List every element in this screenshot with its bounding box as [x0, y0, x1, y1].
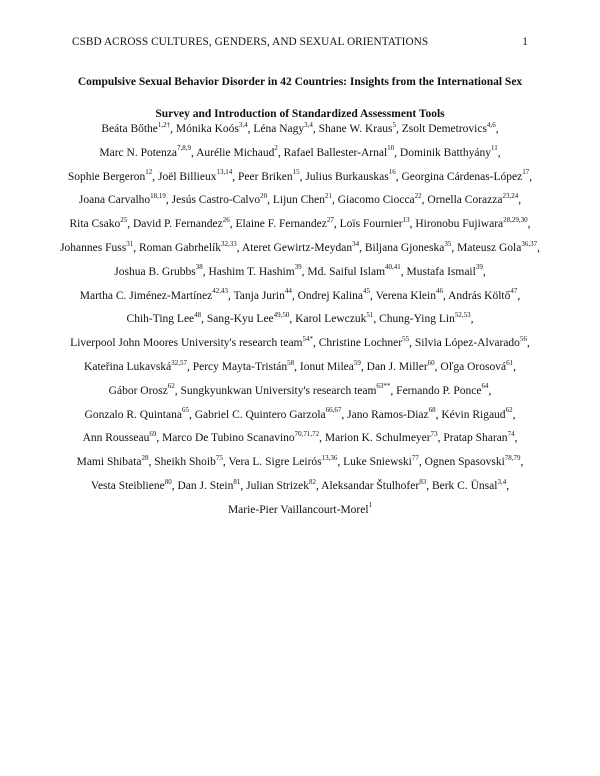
page-number: 1 [522, 36, 528, 48]
author-name: Léna Nagy [253, 123, 305, 135]
author-entry: András Költő$^{47}$, [448, 287, 521, 302]
author-name: Verena Klein [375, 289, 436, 302]
author-entry: Shane W. Kraus$^5$, [318, 120, 399, 135]
author-affiliation: 32,33 [221, 239, 237, 248]
author-affiliation: 7,8,9 [177, 144, 191, 153]
author-entry: Luke Sniewski$^{77}$, [343, 453, 422, 469]
author-entry: Mateusz Gola$^{36,37}$, [457, 239, 540, 254]
author-entry: Beáta Bőthe$^{1,2\dagger}$, [101, 120, 174, 135]
author-entry: Marion K. Schulmeyer$^{73}$, [324, 430, 441, 445]
author-entry: Hironobu Fujiwara$^{28,29,30}$, [415, 215, 531, 231]
author-affiliation: 3,4 [497, 477, 507, 486]
author-affiliation: 21 [324, 192, 332, 201]
author-entry: Julian Strizek$^{82}$, [246, 477, 319, 492]
author-name: Marc N. Potenza [99, 146, 177, 159]
author-affiliation: 28 [141, 453, 149, 462]
author-name: Ondrej Kalina [297, 289, 364, 302]
author-name: Gabriel C. Quintero Garzola [194, 408, 326, 421]
author-affiliation: 66,67 [325, 406, 342, 415]
author-affiliation: 74 [507, 430, 515, 439]
author-entry: Silvia López-Alvarado$^{56}$, [414, 334, 530, 350]
author-entry: Rafael Ballester-Arnal$^{10}$, [283, 144, 398, 159]
author-affiliation: 70,71,72 [294, 430, 320, 439]
author-affiliation: 34 [352, 239, 360, 248]
author-name: Julian Strizek [246, 479, 310, 492]
author-entry: Joël Billieux$^{13,14}$, [158, 168, 236, 183]
author-entry: Ondrej Kalina$^{45}$, [297, 287, 373, 302]
author-name: Ann Rousseau [82, 432, 150, 445]
author-affiliation: 68 [428, 406, 436, 415]
author-affiliation: 54* [302, 334, 314, 343]
author-affiliation: 26 [222, 215, 230, 224]
author-entry: Mónika Koós$^{3,4}$, [175, 120, 251, 135]
author-affiliation: 82 [309, 477, 317, 486]
author-entry: Joshua B. Grubbs$^{38}$, [114, 263, 206, 278]
author-name: Joshua B. Grubbs [114, 265, 196, 278]
author-affiliation: 62 [167, 382, 175, 391]
author-entry: Verena Klein$^{46}$, [375, 287, 446, 302]
author-entry: Tanja Jurin$^{44}$, [233, 287, 295, 302]
author-affiliation: 1 [368, 501, 373, 510]
author-name: Silvia López-Alvarado [414, 337, 520, 350]
author-entry [227, 501, 373, 516]
author-entry: Aurélie Michaud$^2$, [196, 144, 281, 159]
author-name: David P. Fernandez [133, 218, 223, 231]
author-name: Fernando P. Ponce [396, 384, 482, 397]
author-entry: Biljana Gjoneska$^{35}$, [364, 239, 455, 254]
author-affiliation: 42,43 [212, 287, 229, 296]
author-affiliation: 13,36 [321, 453, 338, 462]
author-name: Gonzalo R. Quintana [84, 408, 182, 421]
author-affiliation: 46 [435, 287, 443, 296]
author-affiliation: 59 [353, 358, 361, 367]
author-affiliation: 48 [194, 311, 202, 320]
author-affiliation: 52,53 [454, 311, 471, 320]
running-title: CSBD ACROSS CULTURES, GENDERS, AND SEXUAL ORIENTATIONS [72, 36, 429, 48]
author-entry: Pratap Sharan$^{74}$, [443, 430, 518, 445]
author-entry: Sungkyunkwan University's research team$^{63**}$, [180, 382, 394, 397]
author-entry: Ognen Spasovski$^{78,79}$, [424, 453, 524, 469]
author-name: Chung-Ying Lin [379, 313, 455, 326]
author-name: Oľga Orosová [440, 360, 507, 373]
author-entry: Ann Rousseau$^{69}$, [82, 430, 160, 445]
author-entry: Johannes Fuss$^{31}$, [60, 239, 137, 254]
author-affiliation: 65 [181, 406, 189, 415]
author-affiliation: 12 [145, 168, 153, 177]
author-affiliation: 25 [120, 215, 128, 224]
author-entry: Ateret Gewirtz-Meydan$^{34}$, [241, 239, 362, 254]
author-name: Joël Billieux [158, 170, 217, 183]
author-name: Gábor Orosz [108, 384, 168, 397]
author-name: Elaine F. Fernandez [235, 218, 327, 231]
author-entry: Joana Carvalho$^{18,19}$, [78, 192, 169, 207]
author-affiliation: 5 [392, 120, 396, 129]
author-name: Pratap Sharan [443, 432, 508, 445]
author-entry: Loïs Fournier$^{13}$, [339, 215, 413, 231]
author-name: Sophie Bergeron [67, 170, 146, 183]
author-entry: Aleksandar Štulhofer$^{83}$, [321, 477, 430, 492]
author-entry: Liverpool John Moores University's research team$^{54*}$, [70, 334, 316, 350]
author-entry: Vera L. Sigre Leirós$^{13,36}$, [228, 453, 341, 469]
author-name: Biljana Gjoneska [364, 241, 445, 254]
author-name: Ognen Spasovski [424, 456, 505, 469]
author-affiliation: 39 [294, 263, 302, 272]
author-affiliation: 27 [326, 215, 334, 224]
author-affiliation: 83 [419, 477, 427, 486]
author-name: Rafael Ballester-Arnal [283, 146, 388, 159]
author-entry: Martha C. Jiménez-Martínez$^{42,43}$, [79, 287, 231, 302]
author-entry: Dominik Batthyány$^{11}$, [399, 144, 501, 159]
author-affiliation: 35 [444, 239, 452, 248]
author-name: Dominik Batthyány [399, 146, 491, 159]
author-affiliation: 56 [519, 334, 527, 343]
author-name: Julius Burkauskas [305, 170, 389, 183]
author-name: Christine Lochner [318, 337, 403, 350]
author-affiliation: 58 [287, 358, 295, 367]
author-name: Mami Shibata [76, 456, 142, 469]
author-entry: Fernando P. Ponce$^{64}$, [396, 382, 492, 397]
author-name: Giacomo Ciocca [337, 194, 415, 207]
author-name: Mustafa Ismail [406, 265, 476, 278]
author-affiliation: 22 [414, 192, 422, 201]
author-affiliation: 61 [506, 358, 514, 367]
author-entry: Chung-Ying Lin$^{52,53}$, [379, 311, 474, 326]
author-affiliation: 75 [215, 453, 223, 462]
author-name: Percy Mayta-Tristán [192, 360, 288, 373]
author-affiliation: 39 [475, 263, 483, 272]
author-name: Ornella Corazza [427, 194, 503, 207]
author-affiliation: 47 [510, 287, 518, 296]
author-entry: Marc N. Potenza$^{7,8,9}$, [99, 144, 194, 159]
author-name: Marion K. Schulmeyer [324, 432, 431, 445]
author-affiliation: 11 [490, 144, 498, 153]
author-affiliation: 23,24 [502, 192, 519, 201]
author-entry: Elaine F. Fernandez$^{27}$, [235, 215, 337, 231]
author-affiliation: 10 [387, 144, 395, 153]
author-name: Lijun Chen [272, 194, 325, 207]
author-name: Mateusz Gola [457, 241, 522, 254]
author-entry: Kévin Rigaud$^{62}$, [441, 406, 516, 421]
author-entry: Mustafa Ismail$^{39}$, [406, 263, 486, 278]
author-affiliation: 63** [376, 382, 391, 391]
author-affiliation: 3,4 [238, 120, 248, 129]
author-name: Johannes Fuss [60, 241, 127, 254]
author-name: Ionut Milea [299, 360, 354, 373]
author-entry: Marco De Tubino Scanavino$^{70,71,72}$, [162, 430, 323, 445]
author-entry: Julius Burkauskas$^{16}$, [305, 168, 399, 183]
author-entry: Karol Lewczuk$^{51}$, [295, 311, 377, 326]
author-affiliation: 1,2† [157, 120, 171, 129]
author-affiliation: 60 [427, 358, 435, 367]
author-affiliation: 69 [149, 430, 157, 439]
author-entry: Gonzalo R. Quintana$^{65}$, [84, 406, 192, 421]
author-name: Marco De Tubino Scanavino [162, 432, 295, 445]
author-entry: Jesús Castro-Calvo$^{20}$, [171, 192, 270, 207]
author-entry: Georgina Cárdenas-López$^{17}$, [401, 168, 533, 183]
author-name: Sungkyunkwan University's research team [180, 384, 377, 397]
author-affiliation: 80 [164, 477, 172, 486]
author-name: Tanja Jurin [233, 289, 285, 302]
author-name: Liverpool John Moores University's research team [70, 337, 303, 350]
author-affiliation: 13 [402, 215, 410, 224]
author-name: András Költő [448, 289, 511, 302]
author-name: Ateret Gewirtz-Meydan [241, 241, 353, 254]
author-name: Berk C. Ünsal [431, 479, 498, 492]
author-entry: Md. Saiful Islam$^{40,41}$, [307, 263, 404, 278]
author-name: Dan J. Stein [177, 479, 234, 492]
author-affiliation: 64 [481, 382, 489, 391]
author-entry: Peer Briken$^{15}$, [237, 168, 303, 183]
author-name: Georgina Cárdenas-López [401, 170, 523, 183]
author-affiliation: 16 [388, 168, 396, 177]
author-entry: Ornella Corazza$^{23,24}$, [427, 192, 522, 207]
author-entry: Oľga Orosová$^{61}$, [440, 358, 516, 373]
author-name: Marie-Pier Vaillancourt-Morel [227, 503, 369, 516]
author-name: Karol Lewczuk [295, 313, 367, 326]
author-affiliation: 13,14 [216, 168, 233, 177]
author-affiliation: 78,79 [504, 453, 521, 462]
author-entry: Léna Nagy$^{3,4}$, [253, 120, 316, 135]
author-affiliation: 31 [126, 239, 134, 248]
author-entry: Sheikh Shoib$^{75}$, [154, 453, 226, 469]
author-affiliation: 45 [363, 287, 371, 296]
author-name: Sang-Kyu Lee [206, 313, 274, 326]
author-name: Rita Csako [69, 218, 121, 231]
author-entry: Jano Ramos-Diaz$^{68}$, [347, 406, 439, 421]
author-affiliation: 4,6 [486, 120, 496, 129]
author-entry: Dan J. Miller$^{60}$, [366, 358, 438, 373]
author-entry: David P. Fernandez$^{26}$, [133, 215, 233, 231]
author-entry: Sophie Bergeron$^{12}$, [67, 168, 156, 183]
author-affiliation: 55 [402, 334, 410, 343]
author-name: Joana Carvalho [78, 194, 151, 207]
author-name: Aurélie Michaud [196, 146, 275, 159]
author-affiliation: 40,41 [385, 263, 401, 272]
author-name: Hironobu Fujiwara [415, 218, 504, 231]
author-affiliation: 3,4 [304, 120, 313, 129]
author-entry: Dan J. Stein$^{81}$, [177, 477, 244, 492]
author-affiliation: 17 [522, 168, 530, 177]
author-affiliation: 32,57 [171, 358, 187, 367]
author-entry: Gabriel C. Quintero Garzola$^{66,67}$, [194, 406, 345, 421]
author-affiliation: 18,19 [150, 192, 166, 201]
author-name: Sheikh Shoib [154, 456, 216, 469]
author-entry: Zsolt Demetrovics$^{4,6}$, [401, 120, 499, 135]
author-entry: Berk C. Ünsal$^{3,4}$, [431, 477, 510, 492]
author-entry: Giacomo Ciocca$^{22}$, [337, 192, 425, 207]
author-name: Chih-Ting Lee [126, 313, 195, 326]
author-name: Aleksandar Štulhofer [321, 479, 420, 492]
author-affiliation: 81 [233, 477, 241, 486]
author-affiliation: 2 [274, 144, 278, 153]
running-header [72, 36, 528, 52]
author-name: Beáta Bőthe [101, 123, 158, 135]
author-entry: Vesta Steibliene$^{80}$, [90, 477, 175, 492]
author-affiliation: 62 [505, 406, 513, 415]
author-name: Mónika Koós [175, 123, 239, 135]
author-entry: Ionut Milea$^{59}$, [299, 358, 364, 373]
author-affiliation: 77 [411, 453, 419, 462]
author-name: Dan J. Miller [366, 360, 428, 373]
author-name: Jesús Castro-Calvo [171, 194, 261, 207]
author-affiliation: 49,50 [273, 311, 290, 320]
author-affiliation: 20 [260, 192, 268, 201]
author-affiliation: 44 [284, 287, 292, 296]
author-name: Roman Gabrhelík [138, 241, 222, 254]
author-affiliation: 28,29,30 [503, 215, 528, 224]
author-entry: Mami Shibata$^{28}$, [76, 453, 152, 469]
author-entry: Percy Mayta-Tristán$^{58}$, [192, 358, 298, 373]
author-entry: Sang-Kyu Lee$^{49,50}$, [206, 311, 293, 326]
author-name: Peer Briken [237, 170, 293, 183]
author-entry: Chih-Ting Lee$^{48}$, [126, 311, 205, 326]
author-entry: Christine Lochner$^{55}$, [318, 334, 412, 350]
author-name: Jano Ramos-Diaz [347, 408, 429, 421]
author-name: Kévin Rigaud [441, 408, 506, 421]
author-affiliation: 38 [195, 263, 203, 272]
paper-title: Compulsive Sexual Behavior Disorder in 42 Countries: Insights from the International Sex Survey and Introduction of Standardized Assessment Tools [77, 76, 523, 120]
author-entry: Gábor Orosz$^{62}$, [108, 382, 178, 397]
author-affiliation: 51 [366, 311, 374, 320]
author-name: Hashim T. Hashim [208, 265, 295, 278]
author-entry: Hashim T. Hashim$^{39}$, [208, 263, 305, 278]
author-name: Kateřina Lukavská [84, 360, 172, 373]
author-entry: Roman Gabrhelík$^{32,33}$, [138, 239, 240, 254]
author-affiliation: 73 [430, 430, 438, 439]
author-name: Luke Sniewski [343, 456, 412, 469]
author-name: Zsolt Demetrovics [401, 123, 487, 135]
author-entry: Lijun Chen$^{21}$, [272, 192, 335, 207]
author-entry: Kateřina Lukavská$^{32,57}$, [84, 358, 190, 373]
author-name: Vesta Steibliene [90, 479, 165, 492]
author-entry: Rita Csako$^{25}$, [69, 215, 131, 231]
author-name: Vera L. Sigre Leirós [228, 456, 322, 469]
author-name: Loïs Fournier [339, 218, 403, 231]
author-name: Md. Saiful Islam [307, 265, 386, 278]
author-list [56, 118, 544, 523]
author-name: Shane W. Kraus [318, 123, 393, 135]
author-name: Martha C. Jiménez-Martínez [79, 289, 213, 302]
author-affiliation: 15 [292, 168, 300, 177]
author-affiliation: 36,37 [521, 239, 538, 248]
